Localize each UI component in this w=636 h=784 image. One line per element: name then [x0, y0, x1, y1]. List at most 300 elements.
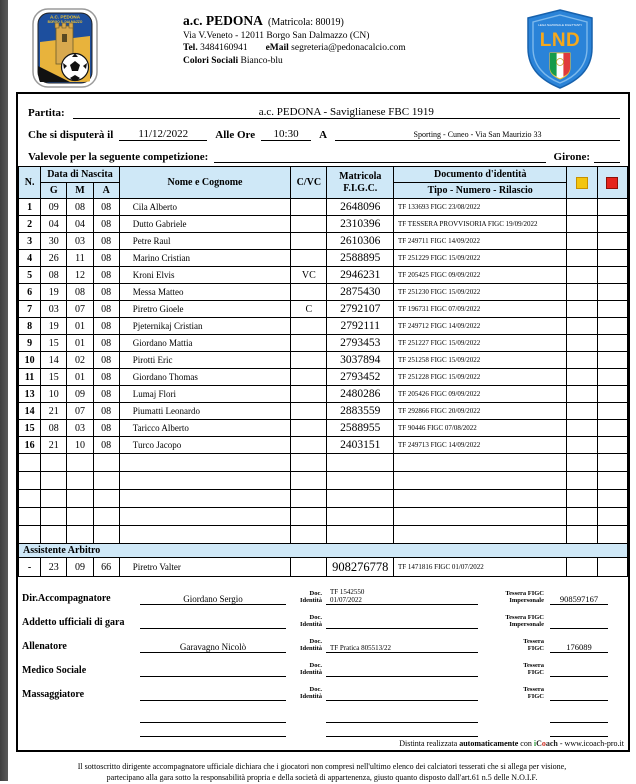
signature-line: [140, 736, 286, 737]
player-name: Taricco Alberto: [119, 420, 290, 437]
player-red-cell: [597, 437, 627, 454]
player-number: 4: [19, 250, 41, 267]
player-name: Lumaj Flori: [119, 386, 290, 403]
competition-field: [214, 162, 545, 163]
player-dob-day: 21: [41, 437, 67, 454]
header-name: Nome e Cognome: [119, 167, 290, 199]
official-name-field: Giordano Sergio: [140, 594, 286, 605]
player-dob-year: 08: [93, 403, 119, 420]
empty-rows: [19, 454, 628, 544]
player-row: [19, 386, 628, 403]
signature-row: [22, 723, 608, 737]
player-captain-flag: VC: [291, 267, 327, 284]
header-matricola-l1: Matricola: [339, 171, 382, 182]
official-row: [22, 653, 608, 677]
player-row: [19, 369, 628, 386]
official-doc-line2: TF Pratica 805513/22: [330, 643, 392, 652]
player-document: TF 249712 FIGC 14/09/2022: [394, 318, 567, 335]
official-role-label: Dir.Accompagnatore: [22, 593, 111, 604]
player-yellow-cell: [567, 352, 597, 369]
official-role-label: Medico Sociale: [22, 665, 87, 676]
doc-label-l2: Identità: [299, 668, 322, 676]
player-name: Marino Cristian: [119, 250, 290, 267]
icoach-logo-i: i: [533, 739, 537, 748]
header-doc: Documento d'identità: [394, 167, 567, 183]
player-matricola: 2610306: [327, 233, 394, 250]
date-label: Che si disputerà il: [28, 129, 114, 141]
player-name: Giordano Thomas: [119, 369, 290, 386]
partita-value: a.c. PEDONA - Saviglianese FBC 1919: [258, 106, 434, 118]
at-label: A: [319, 129, 328, 141]
player-dob-day: 30: [41, 233, 67, 250]
player-dob-month: 01: [67, 369, 93, 386]
player-number: 11: [19, 369, 41, 386]
player-yellow-cell: [567, 386, 597, 403]
player-dob-month: 04: [67, 216, 93, 233]
tessera-label-l1: Tessera: [523, 685, 544, 693]
player-red-cell: [597, 369, 627, 386]
club-matricola: (Matricola: 80019): [268, 17, 344, 28]
header-m: M: [67, 183, 93, 199]
player-dob-month: 10: [67, 437, 93, 454]
official-role-label: Massaggiatore: [22, 689, 85, 700]
player-name: Giordano Mattia: [119, 335, 290, 352]
player-dob-day: 15: [41, 369, 67, 386]
player-yellow-cell: [567, 284, 597, 301]
player-matricola: 2946231: [327, 267, 394, 284]
player-document: TF 205425 FIGC 09/09/2022: [394, 267, 567, 284]
player-dob-year: 08: [93, 250, 119, 267]
header-doc-sub: Tipo - Numero - Rilascio: [394, 183, 567, 199]
tessera-label-l2: Impersonale: [509, 620, 544, 628]
player-document: TF 251230 FIGC 15/09/2022: [394, 284, 567, 301]
tessera-label-l2: FIGC: [527, 692, 544, 700]
doc-identita-label: [288, 638, 322, 653]
disclaimer-line1: Il sottoscritto dirigente accompagnatore ufficiale dichiara che i giocatori non compresi nell'ultimo elenco dei calciatori tesserati che si allega per visione,: [77, 762, 567, 771]
header-yellow-card: [567, 167, 597, 199]
assistant-dob-day: 23: [41, 558, 67, 577]
official-doc-field: [326, 668, 478, 677]
assistant-dob-year: 66: [93, 558, 119, 577]
tel-label: Tel.: [183, 43, 198, 54]
player-red-cell: [597, 420, 627, 437]
player-dob-month: 02: [67, 352, 93, 369]
officials-section: [18, 577, 628, 701]
distinta-box: [16, 92, 630, 752]
assistant-dob-month: 09: [67, 558, 93, 577]
official-role-label: Allenatore: [22, 641, 67, 652]
official-doc-field: [326, 588, 478, 605]
player-number: 10: [19, 352, 41, 369]
player-yellow-cell: [567, 420, 597, 437]
doc-label-l1: Doc.: [309, 685, 322, 693]
player-captain-flag: [291, 386, 327, 403]
player-row: [19, 437, 628, 454]
date-value: 11/12/2022: [138, 128, 189, 140]
player-matricola: 2792111: [327, 318, 394, 335]
player-row: [19, 301, 628, 318]
header-g: G: [41, 183, 67, 199]
tessera-label: [482, 638, 544, 653]
player-dob-month: 01: [67, 335, 93, 352]
official-doc-field: [326, 620, 478, 629]
player-dob-month: 03: [67, 233, 93, 250]
player-dob-year: 08: [93, 335, 119, 352]
player-name: Messa Matteo: [119, 284, 290, 301]
player-dob-day: 19: [41, 318, 67, 335]
player-dob-month: 07: [67, 403, 93, 420]
player-row: [19, 403, 628, 420]
player-dob-year: 08: [93, 386, 119, 403]
player-dob-day: 14: [41, 352, 67, 369]
player-red-cell: [597, 284, 627, 301]
signature-line: [326, 736, 478, 737]
lnd-top-text: LEGA NAZIONALE DILETTANTI: [538, 23, 582, 27]
assistant-number: -: [19, 558, 41, 577]
colors-value: Bianco-blu: [240, 55, 283, 66]
header-red-card: [597, 167, 627, 199]
tessera-label-l1: Tessera: [523, 661, 544, 669]
player-document: TF 249713 FIGC 14/09/2022: [394, 437, 567, 454]
girone-label: Girone:: [553, 151, 590, 163]
assistant-cvc: [291, 558, 327, 577]
official-tessera-field: [550, 618, 608, 629]
official-tessera-field: 908597167: [550, 594, 608, 605]
time-label: Alle Ore: [215, 129, 256, 141]
player-rows: [19, 199, 628, 454]
player-number: 15: [19, 420, 41, 437]
player-dob-month: 08: [67, 284, 93, 301]
player-row: [19, 335, 628, 352]
player-captain-flag: [291, 369, 327, 386]
player-yellow-cell: [567, 233, 597, 250]
player-red-cell: [597, 301, 627, 318]
player-yellow-cell: [567, 335, 597, 352]
tessera-label: [482, 686, 544, 701]
player-yellow-cell: [567, 199, 597, 216]
player-name: Piumatti Leonardo: [119, 403, 290, 420]
partita-label: Partita:: [28, 107, 65, 119]
time-value: 10:30: [273, 128, 299, 140]
empty-row: [19, 508, 628, 526]
tessera-label: [482, 662, 544, 677]
official-row: [22, 605, 608, 629]
player-number: 8: [19, 318, 41, 335]
player-row: [19, 199, 628, 216]
player-matricola: 2310396: [327, 216, 394, 233]
player-captain-flag: [291, 318, 327, 335]
doc-label-l2: Identità: [299, 692, 322, 700]
player-dob-month: 08: [67, 199, 93, 216]
doc-label-l2: Identità: [299, 644, 322, 652]
lnd-text: LND: [539, 30, 581, 51]
tel-value: 3484160941: [200, 43, 248, 54]
doc-label-l1: Doc.: [309, 613, 322, 621]
club-contacts: [183, 42, 406, 55]
player-red-cell: [597, 250, 627, 267]
yellow-card-icon: [576, 177, 588, 189]
official-row: [22, 629, 608, 653]
player-yellow-cell: [567, 403, 597, 420]
scan-edge: [0, 0, 8, 781]
header-a: A: [93, 183, 119, 199]
player-red-cell: [597, 352, 627, 369]
player-matricola: 2480286: [327, 386, 394, 403]
player-matricola: 2793453: [327, 335, 394, 352]
empty-row: [19, 490, 628, 508]
player-name: Pirotti Eric: [119, 352, 290, 369]
player-captain-flag: [291, 403, 327, 420]
player-matricola: 3037894: [327, 352, 394, 369]
header-dob: Data di Nascita: [41, 167, 120, 183]
player-name: Petre Raul: [119, 233, 290, 250]
player-dob-day: 26: [41, 250, 67, 267]
tessera-label: [482, 590, 544, 605]
club-header: [8, 8, 636, 92]
player-document: TF 251227 FIGC 15/09/2022: [394, 335, 567, 352]
doc-identita-label: [288, 590, 322, 605]
club-address: Via V.Veneto - 12011 Borgo San Dalmazzo (CN): [183, 30, 370, 41]
match-section: [18, 94, 628, 166]
girone-field: [594, 162, 620, 163]
player-red-cell: [597, 403, 627, 420]
official-row: [22, 677, 608, 701]
player-matricola: 2403151: [327, 437, 394, 454]
player-dob-year: 08: [93, 199, 119, 216]
player-yellow-cell: [567, 301, 597, 318]
player-red-cell: [597, 267, 627, 284]
player-dob-day: 15: [41, 335, 67, 352]
player-document: TF 251258 FIGC 15/09/2022: [394, 352, 567, 369]
player-matricola: 2793452: [327, 369, 394, 386]
player-matricola: 2588895: [327, 250, 394, 267]
player-dob-day: 09: [41, 199, 67, 216]
assistant-document: TF 1471816 FIGC 01/07/2022: [394, 558, 567, 577]
crest-line2: BORGO S. DALMAZZO: [47, 20, 83, 24]
official-role-label: Addetto ufficiali di gara: [22, 617, 125, 628]
player-dob-day: 10: [41, 386, 67, 403]
player-dob-day: 19: [41, 284, 67, 301]
tessera-label-l1: Tessera: [523, 637, 544, 645]
crest-line1: A.C. PEDONA: [49, 14, 81, 20]
player-document: TF 292866 FIGC 20/09/2022: [394, 403, 567, 420]
player-red-cell: [597, 335, 627, 352]
doc-label-l1: Doc.: [309, 589, 322, 597]
player-captain-flag: [291, 250, 327, 267]
assistant-section: [19, 544, 628, 577]
player-number: 3: [19, 233, 41, 250]
player-matricola: 2648096: [327, 199, 394, 216]
player-captain-flag: [291, 199, 327, 216]
signature-line: [140, 722, 286, 723]
date-field: [119, 128, 207, 141]
signature-line: [326, 722, 478, 723]
player-yellow-cell: [567, 267, 597, 284]
doc-label-l2: Identità: [299, 620, 322, 628]
player-number: 13: [19, 386, 41, 403]
player-name: Kroni Elvis: [119, 267, 290, 284]
table-header: [19, 167, 628, 199]
player-matricola: 2883559: [327, 403, 394, 420]
player-red-cell: [597, 233, 627, 250]
colors-label: Colori Sociali: [183, 55, 239, 66]
official-name-field: [140, 690, 286, 701]
player-dob-year: 08: [93, 369, 119, 386]
assistant-matricola: 908276778: [327, 558, 394, 577]
player-name: Cila Alberto: [119, 199, 290, 216]
player-name: Dutto Gabriele: [119, 216, 290, 233]
player-captain-flag: [291, 216, 327, 233]
tessera-label-l2: FIGC: [527, 644, 544, 652]
doc-identita-label: [288, 614, 322, 629]
player-number: 2: [19, 216, 41, 233]
icoach-logo-rest: ach: [545, 739, 558, 748]
disclaimer-line2: partecipano alla gara sotto la responsabilità propria e della società di appartenenza, giusto quanto disposto dall'art.61 n.5 delle N.O.I.F.: [106, 772, 538, 782]
player-name: Pjeternikaj Cristian: [119, 318, 290, 335]
player-row: [19, 250, 628, 267]
assistant-band-label: Assistente Arbitro: [19, 544, 628, 558]
header-matricola: [327, 167, 394, 199]
player-captain-flag: [291, 352, 327, 369]
club-info: [183, 12, 406, 67]
player-captain-flag: [291, 420, 327, 437]
player-document: TF 251228 FIGC 15/09/2022: [394, 369, 567, 386]
player-row: [19, 352, 628, 369]
player-row: [19, 216, 628, 233]
player-matricola: 2875430: [327, 284, 394, 301]
official-doc-line2: 01/07/2022: [330, 595, 362, 604]
players-table: [18, 166, 628, 577]
player-document: TF 251229 FIGC 15/09/2022: [394, 250, 567, 267]
official-doc-line1: TF 1542550: [330, 587, 365, 596]
empty-row: [19, 472, 628, 490]
player-document: TF 205426 FIGC 09/09/2022: [394, 386, 567, 403]
club-crest-logo: [32, 8, 98, 93]
player-row: [19, 233, 628, 250]
document-page: [8, 0, 636, 781]
doc-label-l1: Doc.: [309, 637, 322, 645]
disclaimer: [8, 762, 636, 784]
player-dob-month: 11: [67, 250, 93, 267]
player-dob-month: 12: [67, 267, 93, 284]
doc-identita-label: [288, 662, 322, 677]
credit-line: [18, 737, 628, 750]
official-name-field: [140, 618, 286, 629]
icoach-logo-o: o: [541, 739, 546, 748]
player-yellow-cell: [567, 437, 597, 454]
header-cvc: C/VC: [291, 167, 327, 199]
player-number: 9: [19, 335, 41, 352]
signature-row: [22, 709, 608, 723]
assistant-row: [19, 558, 628, 577]
official-tessera-field: [550, 690, 608, 701]
player-matricola: 2588955: [327, 420, 394, 437]
assistant-band-row: [19, 544, 628, 558]
competition-label: Valevole per la seguente competizione:: [28, 151, 209, 163]
official-name-field: Garavagno Nicolò: [140, 642, 286, 653]
assistant-red-cell: [597, 558, 627, 577]
tessera-label-l2: Impersonale: [509, 596, 544, 604]
match-row-partita: [28, 98, 620, 119]
player-dob-year: 08: [93, 437, 119, 454]
player-yellow-cell: [567, 318, 597, 335]
header-n: N.: [19, 167, 41, 199]
player-red-cell: [597, 216, 627, 233]
player-number: 5: [19, 267, 41, 284]
player-number: 6: [19, 284, 41, 301]
player-dob-month: 07: [67, 301, 93, 318]
player-dob-day: 04: [41, 216, 67, 233]
player-number: 7: [19, 301, 41, 318]
player-dob-day: 08: [41, 267, 67, 284]
signature-line: [550, 722, 608, 723]
player-dob-year: 08: [93, 318, 119, 335]
player-dob-month: 03: [67, 420, 93, 437]
signature-line: [550, 736, 608, 737]
tessera-label-l1: Tessera FIGC: [505, 589, 544, 597]
player-dob-year: 08: [93, 352, 119, 369]
club-name: a.c. PEDONA: [183, 13, 263, 28]
tessera-label-l1: Tessera FIGC: [505, 613, 544, 621]
player-name: Turco Jacopo: [119, 437, 290, 454]
credit-mid: con: [518, 739, 534, 748]
doc-identita-label: [288, 686, 322, 701]
official-row: [22, 581, 608, 605]
player-document: TF 133693 FIGC 23/08/2022: [394, 199, 567, 216]
player-row: [19, 318, 628, 335]
player-number: 14: [19, 403, 41, 420]
player-matricola: 2792107: [327, 301, 394, 318]
player-captain-flag: [291, 233, 327, 250]
player-number: 16: [19, 437, 41, 454]
player-dob-day: 21: [41, 403, 67, 420]
red-card-icon: [606, 177, 618, 189]
player-dob-year: 08: [93, 420, 119, 437]
player-document: TF 249711 FIGC 14/09/2022: [394, 233, 567, 250]
player-row: [19, 420, 628, 437]
official-tessera-field: 176089: [550, 642, 608, 653]
venue-value: Sporting - Cuneo - Via San Maurizio 33: [413, 130, 542, 139]
player-red-cell: [597, 318, 627, 335]
player-captain-flag: [291, 335, 327, 352]
official-tessera-field: [550, 666, 608, 677]
player-row: [19, 284, 628, 301]
player-dob-year: 08: [93, 301, 119, 318]
player-yellow-cell: [567, 369, 597, 386]
player-dob-day: 03: [41, 301, 67, 318]
club-colors: [183, 55, 406, 68]
player-yellow-cell: [567, 250, 597, 267]
official-doc-field: [326, 644, 478, 653]
player-dob-month: 09: [67, 386, 93, 403]
official-name-field: [140, 666, 286, 677]
doc-label-l2: Identità: [299, 596, 322, 604]
player-dob-year: 08: [93, 233, 119, 250]
match-row-competition: [28, 142, 620, 163]
player-yellow-cell: [567, 216, 597, 233]
empty-row: [19, 454, 628, 472]
player-dob-day: 08: [41, 420, 67, 437]
player-captain-flag: [291, 284, 327, 301]
player-document: TF 90446 FIGC 07/08/2022: [394, 420, 567, 437]
player-red-cell: [597, 199, 627, 216]
tessera-label-l2: FIGC: [527, 668, 544, 676]
official-doc-field: [326, 692, 478, 701]
email-label: eMail: [265, 43, 289, 54]
club-title: [183, 12, 406, 30]
credit-prefix: Distinta realizzata: [399, 739, 460, 748]
venue-field: [335, 130, 620, 141]
